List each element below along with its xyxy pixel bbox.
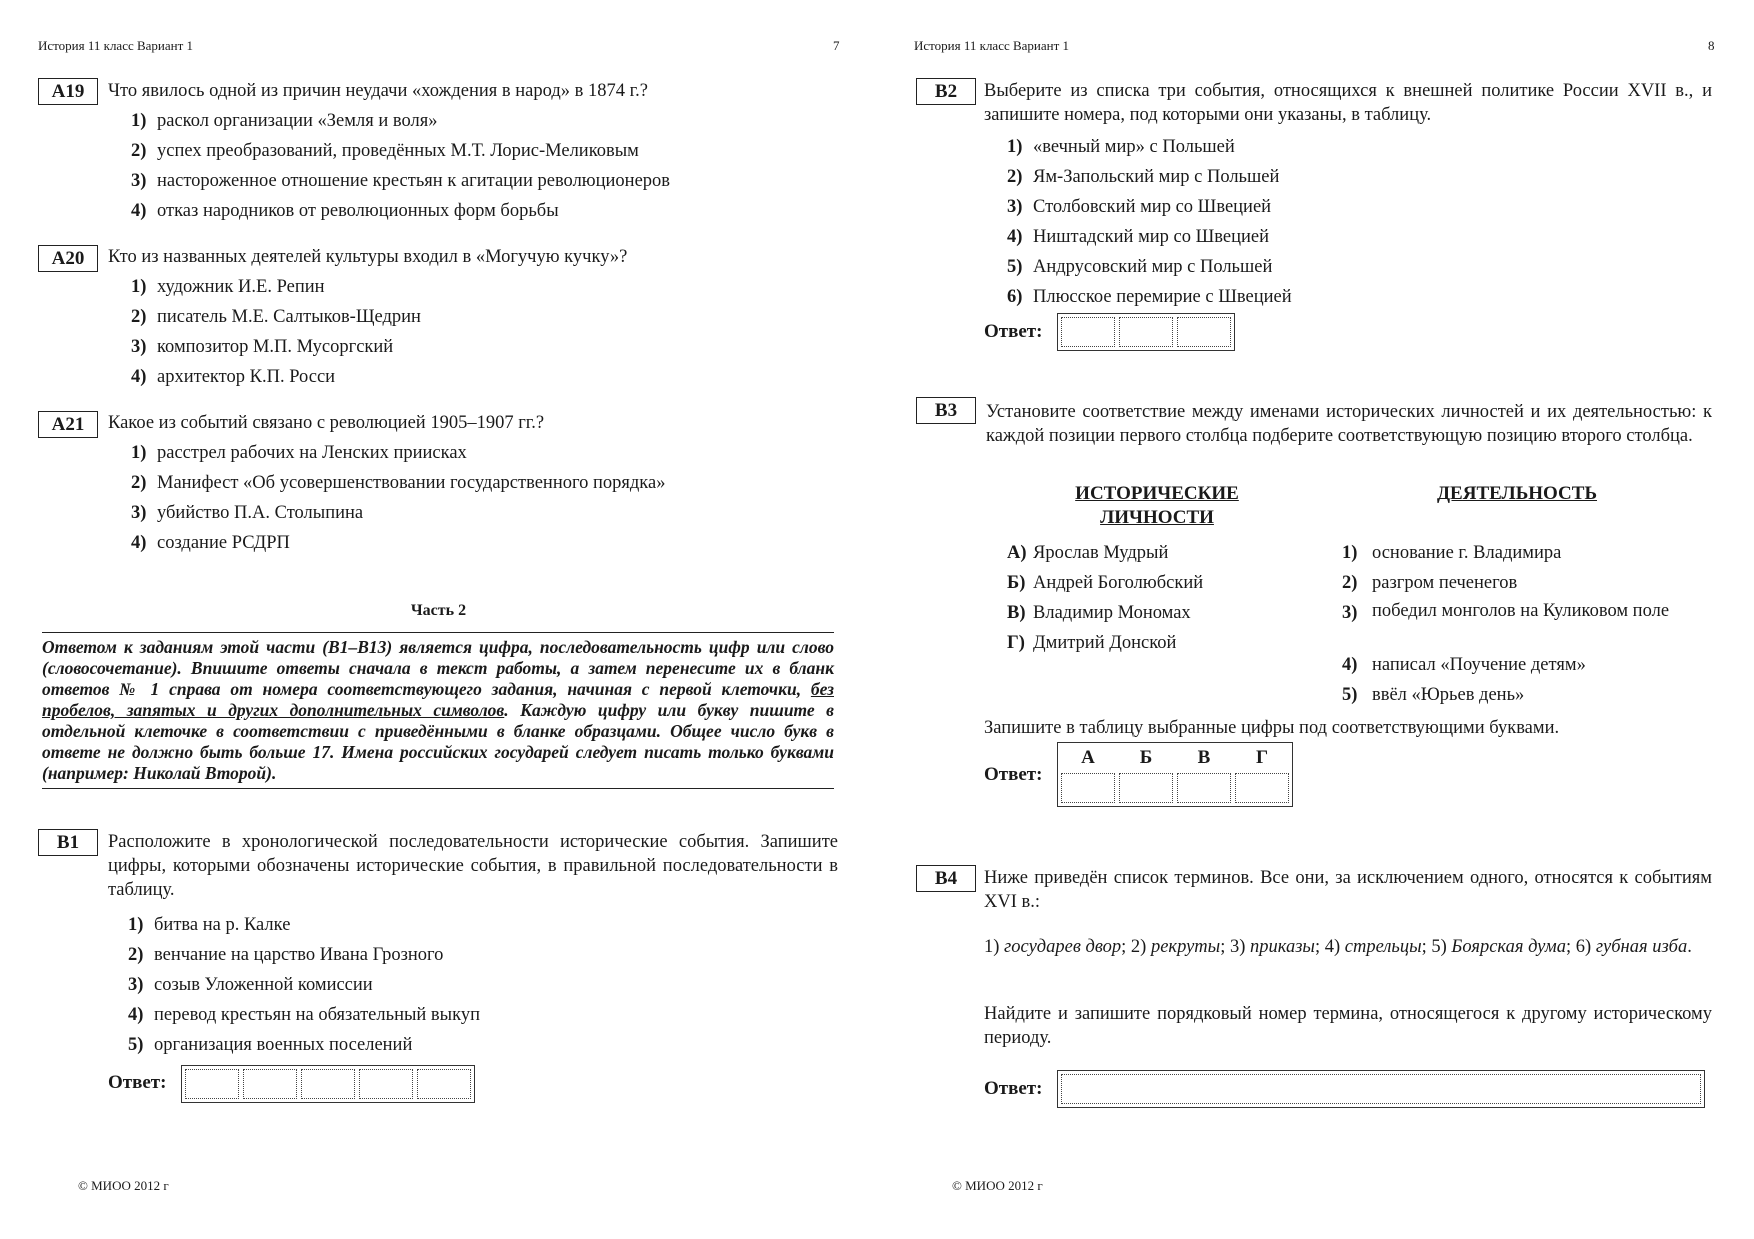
answer-cell[interactable] — [301, 1069, 355, 1099]
task-label-b3: B3 — [916, 397, 976, 424]
activity-2: 2) разгром печенегов — [1342, 573, 1518, 593]
option-a19-3[interactable]: 3) настороженное отношение крестьян к агитации революционеров — [131, 171, 671, 191]
activity-1: 1) основание г. Владимира — [1342, 543, 1562, 563]
option-a21-1[interactable]: 1) расстрел рабочих на Ленских приисках — [131, 443, 467, 463]
b4-task: Найдите и запишите порядковый номер термина, относящегося к другому историческому периоду. — [984, 1004, 1712, 1048]
answer-boxes-b1 — [181, 1065, 475, 1103]
answer-cell[interactable] — [1119, 773, 1173, 803]
option-b1-1: 1) битва на р. Калке — [128, 915, 291, 935]
answer-cell[interactable] — [1177, 773, 1231, 803]
question-a19: Что явилось одной из причин неудачи «хождения в народ» в 1874 г.? — [108, 81, 648, 101]
table-header: А — [1081, 747, 1095, 768]
answer-box-b4 — [1057, 1070, 1705, 1108]
option-a21-2[interactable]: 2) Манифест «Об усовершенствовании государственного порядка» — [131, 473, 666, 493]
table-header: Б — [1139, 747, 1153, 768]
column-title-persons: ИСТОРИЧЕСКИЕ ЛИЧНОСТИ — [1075, 483, 1239, 528]
page-number: 8 — [1708, 38, 1715, 53]
task-label-a19: A19 — [38, 78, 98, 105]
b4-terms: 1) государев двор; 2) рекруты; 3) приказы; 4) стрельцы; 5) Боярская дума; 6) губная изба. — [984, 937, 1692, 957]
option-b2-3: 3) Столбовский мир со Швецией — [1007, 197, 1272, 217]
question-a21: Какое из событий связано с революцией 1905–1907 гг.? — [108, 413, 545, 433]
option-b2-4: 4) Ништадский мир со Швецией — [1007, 227, 1270, 247]
answer-cell[interactable] — [185, 1069, 239, 1099]
person-a: А) Ярослав Мудрый — [1007, 543, 1169, 563]
option-b2-6: 6) Плюсское перемирие с Швецией — [1007, 287, 1292, 307]
answer-table-b3 — [1057, 742, 1293, 807]
b3-instruction: Запишите в таблицу выбранные цифры под соответствующими буквами. — [984, 718, 1560, 738]
option-b1-2: 2) венчание на царство Ивана Грозного — [128, 945, 444, 965]
option-a21-4[interactable]: 4) создание РСДРП — [131, 533, 290, 553]
answer-cell[interactable] — [1177, 317, 1231, 347]
activity-3: 3) победил монголов на Куликовом поле — [1342, 601, 1670, 623]
option-a19-4[interactable]: 4) отказ народников от революционных форм борьбы — [131, 201, 559, 221]
answer-cell[interactable] — [1235, 773, 1289, 803]
option-b2-2: 2) Ям-Запольский мир с Польшей — [1007, 167, 1280, 187]
question-b1: Расположите в хронологической последовательности исторические события. Запишите цифры, которыми обозначены исторические события, в правильной последовательности в таблицу. — [108, 832, 838, 900]
page-header: История 11 класс Вариант 1 — [38, 38, 194, 53]
answer-boxes-b2 — [1057, 313, 1235, 351]
answer-cell[interactable] — [417, 1069, 471, 1099]
option-b2-5: 5) Андрусовский мир с Польшей — [1007, 257, 1273, 277]
activity-5: 5) ввёл «Юрьев день» — [1342, 685, 1525, 705]
part-title: Часть 2 — [410, 602, 467, 619]
answer-label-b3: Ответ: — [984, 764, 1043, 785]
activity-4: 4) написал «Поучение детям» — [1342, 655, 1586, 675]
task-label-a21: A21 — [38, 411, 98, 438]
question-a20: Кто из названных деятелей культуры входил в «Могучую кучку»? — [108, 247, 628, 267]
question-b3: Установите соответствие между именами исторических личностей и их деятельностью: к каждой позиции первого столбца подберите соответствующую позицию второго столбца. — [986, 402, 1712, 446]
option-a20-1[interactable]: 1) художник И.Е. Репин — [131, 277, 325, 297]
person-v: В) Владимир Мономах — [1007, 603, 1191, 623]
option-a21-3[interactable]: 3) убийство П.А. Столыпина — [131, 503, 364, 523]
task-label-b1: B1 — [38, 829, 98, 856]
answer-field[interactable] — [1061, 1074, 1701, 1104]
answer-label-b4: Ответ: — [984, 1078, 1043, 1099]
column-title-activities: ДЕЯТЕЛЬНОСТЬ — [1436, 483, 1598, 504]
person-g: Г) Дмитрий Донской — [1007, 633, 1177, 653]
answer-cell[interactable] — [243, 1069, 297, 1099]
page-number: 7 — [833, 38, 840, 53]
table-header: Г — [1255, 747, 1269, 768]
option-b1-3: 3) созыв Уложенной комиссии — [128, 975, 373, 995]
part2-instructions: Ответом к заданиям этой части (В1–В13) является цифра, последовательность цифр или слово (словосочетание). Впишите ответы сначала в текст работы, а затем перенесите их в бланк ответов № 1 справа от номера соответствующего задания, начиная с первой клеточки, без пробелов, запятых и других дополнительных символов. Каждую цифру или букву пишите в отдельной клеточке в соответствии с приведёнными в бланке образцами. Общее число букв в ответе не должно быть больше 17. Имена российских государей следует писать только буквами (например: Николай Второй). — [42, 632, 834, 789]
task-label-a20: A20 — [38, 245, 98, 272]
page-header: История 11 класс Вариант 1 — [914, 38, 1070, 53]
question-b4: Ниже приведён список терминов. Все они, за исключением одного, относятся к событиям XVI в.: — [984, 868, 1712, 912]
option-b1-4: 4) перевод крестьян на обязательный выкуп — [128, 1005, 480, 1025]
table-header: В — [1197, 747, 1211, 768]
option-a20-2[interactable]: 2) писатель М.Е. Салтыков-Щедрин — [131, 307, 421, 327]
option-a19-2[interactable]: 2) успех преобразований, проведённых М.Т. Лорис-Меликовым — [131, 141, 639, 161]
answer-cell[interactable] — [1119, 317, 1173, 347]
answer-cell[interactable] — [359, 1069, 413, 1099]
question-b2: Выберите из списка три события, относящихся к внешней политике России XVII в., и запишите номера, под которыми они указаны, в таблицу. — [984, 81, 1712, 125]
option-a20-4[interactable]: 4) архитектор К.П. Росси — [131, 367, 336, 387]
page-right — [877, 0, 1754, 1239]
answer-cell[interactable] — [1061, 317, 1115, 347]
option-b1-5: 5) организация военных поселений — [128, 1035, 413, 1055]
page-footer: © МИОО 2012 г — [78, 1178, 169, 1193]
task-label-b2: B2 — [916, 78, 976, 105]
answer-label-b1: Ответ: — [108, 1072, 167, 1093]
task-label-b4: B4 — [916, 865, 976, 892]
answer-cell[interactable] — [1061, 773, 1115, 803]
answer-label-b2: Ответ: — [984, 321, 1043, 342]
option-b2-1: 1) «вечный мир» с Польшей — [1007, 137, 1235, 157]
page-footer: © МИОО 2012 г — [952, 1178, 1043, 1193]
person-b: Б) Андрей Боголюбский — [1007, 573, 1204, 593]
option-a20-3[interactable]: 3) композитор М.П. Мусоргский — [131, 337, 394, 357]
option-a19-1[interactable]: 1) раскол организации «Земля и воля» — [131, 111, 438, 131]
